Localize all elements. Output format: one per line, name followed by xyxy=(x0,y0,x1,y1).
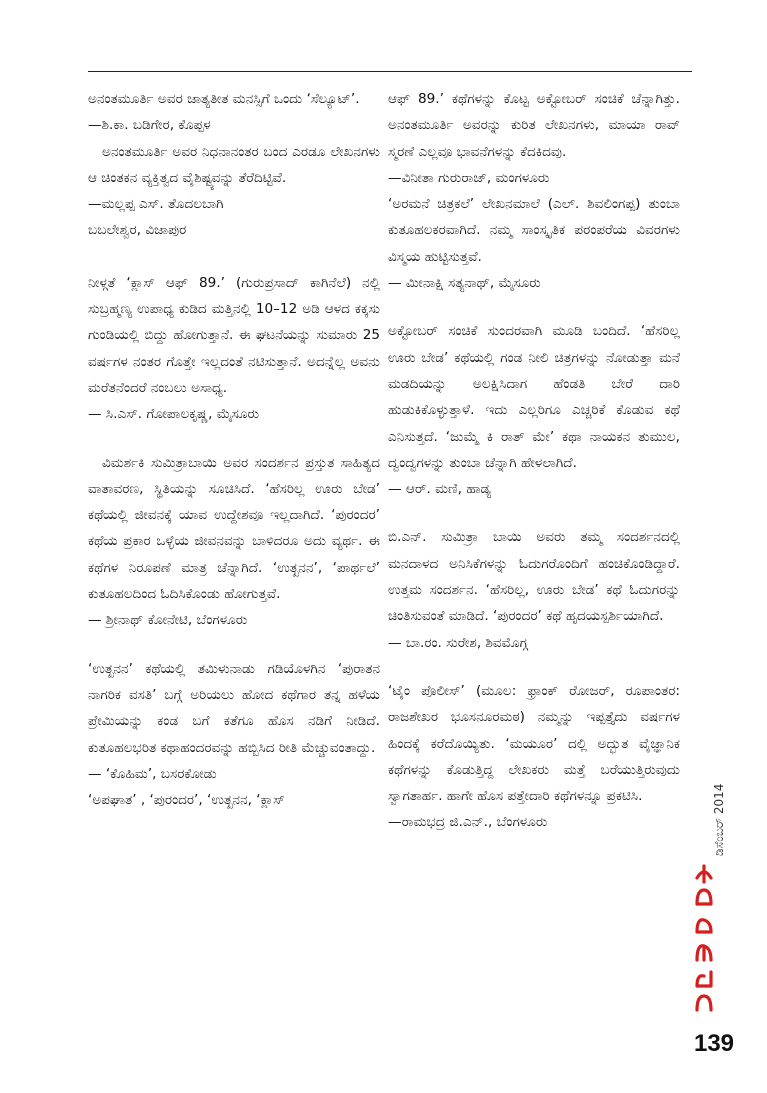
letter-text: ಅಕ್ಟೋಬರ್ ಸಂಚಿಕೆ ಸುಂದರವಾಗಿ ಮೂಡಿ ಬಂದಿದೆ. ‘ಹೆಸರಿಲ್ಲ ಊರು ಬೇಡ’ ಕಥೆಯಲ್ಲಿ ಗಂಡ ನೀಲಿ ಚಿತ್ರಗಳನ್ನು ನೋಡುತ್ತಾ ಮನೆ ಮಡದಿಯನ್ನು ಅಲಕ್ಷಿಸಿದಾಗ ಹೆಂಡತಿ ಬೇರೆ ದಾರಿ ಹುಡುಕಿಕೊಳ್ಳುತ್ತಾಳೆ. ಇದು ಎಲ್ಲರಿಗೂ ಎಚ್ಚರಿಕೆ ಕೊಡುವ ಕಥೆ ಎನಿಸುತ್ತದೆ. ‘ಜುಮ್ಮೆ ಕಿ ರಾತ್ ಮೇ’ ಕಥಾ ನಾಯಕನ ತುಮುಲ, ದ್ವಂದ್ವಗಳನ್ನು ತುಂಬಾ ಚೆನ್ನಾಗಿ ಹೇಳಲಾಗಿದೆ. xyxy=(388,323,680,471)
letter xyxy=(88,270,380,428)
letter-signature-place: ಬಬಲೇಶ್ವರ, ವಿಜಾಪುರ xyxy=(88,222,187,239)
letter xyxy=(88,86,380,139)
left-column xyxy=(88,86,380,813)
letter-text: ‘ಉತ್ಖನನ’ ಕಥೆಯಲ್ಲಿ ತಮಿಳುನಾಡು ಗಡಿಯೊಳಗಿನ ‘ಪುರಾತನ ನಾಗರಿಕ ವಸತಿ’ ಬಗ್ಗೆ ಅರಿಯಲು ಹೋದ ಕಥೆಗಾರ ತನ್ನ ಹಳೆಯ ಪ್ರೇಮಿಯನ್ನು ಕಂಡ ಬಗೆ ಕತೆಗೂ ಹೊಸ ನಡಿಗೆ ನೀಡಿದೆ. ಕುತೂಹಲಭರಿತ ಕಥಾಹಂದರವನ್ನು ಹಬ್ಬಿಸಿದ ರೀತಿ ಮೆಚ್ಚುವಂತಾದ್ದು. xyxy=(88,660,380,756)
letter-text: ‘ಅರಮನೆ ಚಿತ್ರಕಲೆ’ ಲೇಖನಮಾಲೆ (ಎಲ್. ಶಿವಲಿಂಗಪ್ಪ) ತುಂಬಾ ಕುತೂಹಲಕರವಾಗಿದೆ. ನಮ್ಮ ಸಾಂಸ್ಕೃತಿಕ ಪರಂಪರೆಯ ವಿವರಗಳು ವಿಸ್ಮಯ ಹುಟ್ಟಿಸುತ್ತವೆ. xyxy=(388,196,680,265)
letter xyxy=(88,656,380,814)
letter-signature: — ಆರ್. ಮಣಿ, ಹಾಡ್ಯ xyxy=(388,481,492,498)
letter-signature: —ಮಲ್ಲಪ್ಪ ಎಸ್. ತೊದಲಬಾಗಿ xyxy=(88,196,224,213)
letter xyxy=(388,678,680,836)
letter-signature: — ಬಾ.ರಂ. ಸುರೇಶ, ಶಿವಮೊಗ್ಗ xyxy=(388,634,528,651)
letter-signature: —ವಿನೀತಾ ಗುರುರಾಜ್, ಮಂಗಳೂರು xyxy=(388,169,550,186)
header-rule xyxy=(88,71,692,72)
letter xyxy=(388,524,680,655)
letter-text: ‘ಟೈಂ ಪೊಲೀಸ್’ (ಮೂಲ: ಫ್ರಾಂಕ್ ರೋಜರ್, ರೂಪಾಂತರ: ರಾಜಶೇಖರ ಭೂಸನೂರಮಠ) ನಮ್ಮನ್ನು ಇಪ್ಪತ್ತೈದು ವರ್ಷಗಳ ಹಿಂದಕ್ಕೆ ಕರೆದೊಯ್ಯಿತು. ‘ಮಯೂರ’ ದಲ್ಲಿ ಅದ್ಭುತ ವೈಜ್ಞಾನಿಕ ಕಥೆಗಳನ್ನು ಕೊಡುತ್ತಿದ್ದ ಲೇಖಕರು ಮತ್ತೆ ಬರೆಯುತ್ತಿರುವುದು ಸ್ವಾಗತಾರ್ಹ. ಹಾಗೇ ಹೊಸ ಪತ್ತೇದಾರಿ ಕಥೆಗಳನ್ನೂ ಪ್ರಕಟಿಸಿ. xyxy=(388,682,680,805)
magazine-logo xyxy=(693,860,715,1020)
letter-text: ನೀಳ್ಗತೆ ‘ಕ್ಲಾಸ್ ಆಫ್ 89.’ (ಗುರುಪ್ರಸಾದ್ ಕಾಗಿನೆಲೆ) ನಲ್ಲಿ ಸುಬ್ರಹ್ಮಣ್ಯ ಉಪಾಧ್ಯ ಕುಡಿದ ಮತ್ತಿನಲ್ಲಿ 10–12 ಅಡಿ ಆಳದ ಕಕ್ಕಸು ಗುಂಡಿಯಲ್ಲಿ ಬಿದ್ದು ಹೋಗುತ್ತಾನೆ. ಈ ಘಟನೆಯನ್ನು ಸುಮಾರು 25 ವರ್ಷಗಳ ನಂತರ ಗೊತ್ತೇ ಇಲ್ಲದಂತೆ ನಟಿಸುತ್ತಾನೆ. ಅದನ್ನೆಲ್ಲ ಅವನು ಮರೆತನೆಂದರೆ ನಂಬಲು ಅಸಾಧ್ಯ. xyxy=(88,274,380,396)
right-column xyxy=(388,86,680,836)
letter-signature: — ಮೀನಾಕ್ಷಿ ಸತ್ಯನಾಥ್, ಮೈಸೂರು xyxy=(388,275,541,292)
page-number: 139 xyxy=(693,1030,735,1057)
letter-text: ಅನಂತಮೂರ್ತಿ ಅವರ ನಿಧನಾನಂತರ ಬಂದ ಎರಡೂ ಲೇಖನಗಳು ಆ ಚಿಂತಕನ ವ್ಯಕ್ತಿತ್ವದ ವೈಶಿಷ್ಟ್ಯವನ್ನು ತೆರೆದಿಟ್ಟಿವೆ. xyxy=(88,143,380,186)
letter xyxy=(388,318,680,502)
letter-text: ಅನಂತಮೂರ್ತಿ ಅವರ ಜಾತ್ಯತೀತ ಮನಸ್ಸಿಗೆ ಒಂದು ‘ಸೆಲ್ಯೂಟ್’. xyxy=(88,91,360,107)
letter-continued-text: ‘ಅಪಘಾತ’ , ‘ಪುರಂದರ’, ‘ಉತ್ಖನನ, ‘ಕ್ಲಾಸ್ xyxy=(88,792,285,809)
letter-signature: — ಸಿ.ಎಸ್. ಗೋಪಾಲಕೃಷ್ಣ, ಮೈಸೂರು xyxy=(88,406,260,423)
letter xyxy=(388,191,680,296)
letter xyxy=(88,139,380,244)
letter-text: ವಿಮರ್ಶಕಿ ಸುಮಿತ್ರಾಬಾಯಿ ಅವರ ಸಂದರ್ಶನ ಪ್ರಸ್ತುತ ಸಾಹಿತ್ಯದ ವಾತಾವರಣ, ಸ್ಥಿತಿಯನ್ನು ಸೂಚಿಸಿದೆ. ‘ಹೆಸರಿಲ್ಲ ಊರು ಬೇಡ’ ಕಥೆಯಲ್ಲಿ ಜೀವನಕ್ಕೆ ಯಾವ ಉದ್ದೇಶವೂ ಇಲ್ಲದಾಗಿದೆ. ‘ಪುರಂದರ’ ಕಥೆಯ ಪ್ರಕಾರ ಒಳ್ಳೆಯ ಜೀವನವನ್ನು ಬಾಳಿದರೂ ಅದು ವ್ಯರ್ಥ. ಈ ಕಥೆಗಳ ನಿರೂಪಣೆ ಮಾತ್ರ ಚೆನ್ನಾಗಿದೆ. ‘ಉತ್ಖನನ’, ‘ಪಾರ್ಥಲೆ’ ಕುತೂಹಲದಿಂದ ಓದಿಸಿಕೊಂಡು ಹೋಗುತ್ತವೆ. xyxy=(88,454,380,603)
letter-signature: — ಶ್ರೀನಾಥ್ ಕೋನೇಟಿ, ಬೆಂಗಳೂರು xyxy=(88,612,248,629)
letter xyxy=(388,86,680,191)
letter-text: ಆಫ್ 89.’ ಕಥೆಗಳನ್ನು ಕೊಟ್ಟ ಅಕ್ಟೋಬರ್ ಸಂಚಿಕೆ ಚೆನ್ನಾಗಿತ್ತು. ಅನಂತಮೂರ್ತಿ ಅವರನ್ನು ಕುರಿತ ಲೇಖನಗಳು, ಮಾಯಾ ರಾವ್ ಸ್ಮರಣೆ ಎಲ್ಲವೂ ಭಾವನೆಗಳನ್ನು ಕೆದಕಿದವು. xyxy=(388,91,680,160)
letter-signature: —ರಾಮಭದ್ರ ಜಿ.ಎನ್., ಬೆಂಗಳೂರು xyxy=(388,814,548,831)
letter-signature: —ಶಿ.ಕಾ. ಬಡಿಗೇರ, ಕೊಪ್ಪಳ xyxy=(88,117,211,134)
letter xyxy=(88,450,380,634)
letter-text: ಬಿ.ಎನ್. ಸುಮಿತ್ರಾ ಬಾಯಿ ಅವರು ತಮ್ಮ ಸಂದರ್ಶನದಲ್ಲಿ ಮನದಾಳದ ಅನಿಸಿಕೆಗಳನ್ನು ಓದುಗರೊಂದಿಗೆ ಹಂಚಿಕೊಂಡಿದ್ದಾರೆ. ಉತ್ತಮ ಸಂದರ್ಶನ. ‘ಹೆಸರಿಲ್ಲ, ಊರು ಬೇಡ’ ಕಥೆ ಓದುಗರನ್ನು ಚಿಂತಿಸುವಂತೆ ಮಾಡಿದೆ. ‘ಪುರಂದರ’ ಕಥೆ ಹೃದಯಸ್ಪರ್ಶಿಯಾಗಿದೆ. xyxy=(388,529,680,625)
issue-date-label: ಡಿಸೆಂಬರ್ 2014 xyxy=(712,783,726,856)
letter-signature: — ‘ಕೊಹಿಮ’, ಬಸರಕೋಡು xyxy=(88,765,217,782)
